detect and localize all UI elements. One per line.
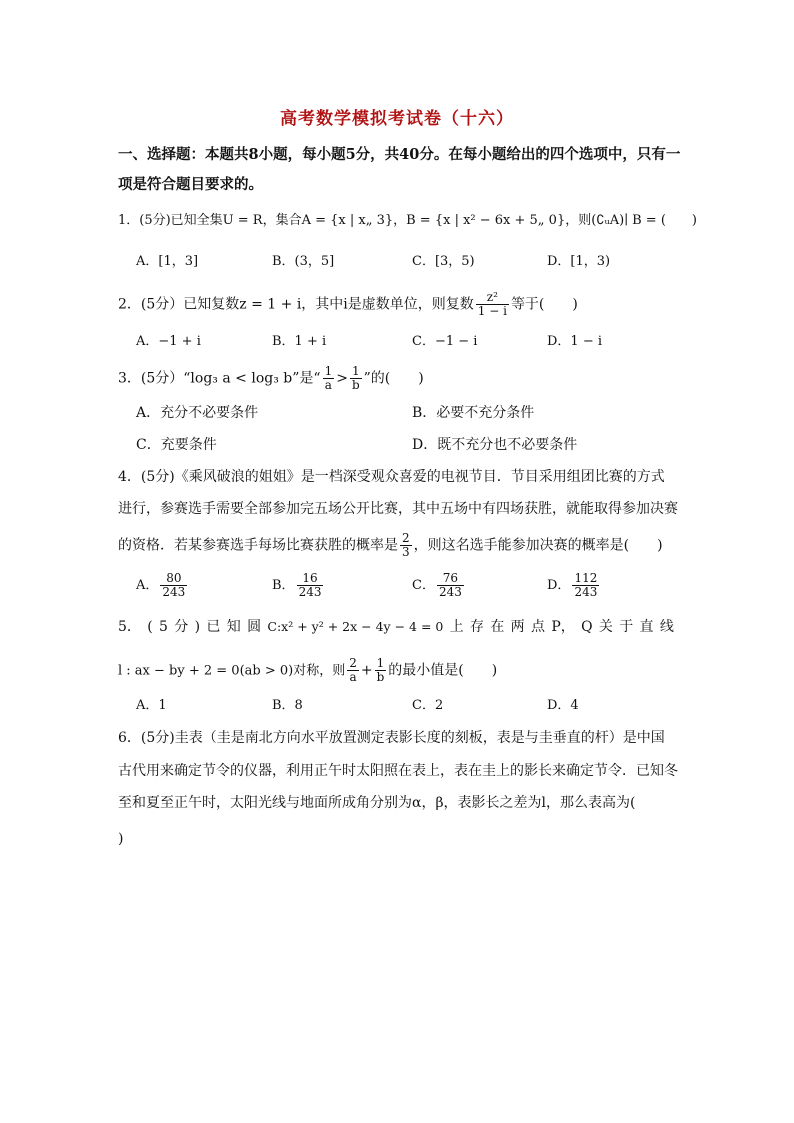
question-6-line1: 6．(5分)圭表（圭是南北方向水平放置测定表影长度的刻板，表是与圭垂直的杆）是中国 [118,730,665,746]
q4-fraction [400,532,412,559]
q5-plus-sign: + [360,662,373,679]
q5-option-b: B．8 [272,698,303,713]
q2-frac-den: 1 − i [477,304,507,318]
q4-option-b [272,572,325,599]
q4-frac-num: 2 [402,531,410,545]
q4-option-c-num: 76 [437,572,464,586]
question-5-line2 [118,657,497,684]
q3-frac1-num: 1 [324,364,333,378]
q5-token: 5． [118,619,141,635]
q5-token: ) [194,619,201,635]
q5-token: 线 [659,619,674,635]
q1-option-c: C．[3，5) [412,254,475,269]
q5-option-a: A．1 [136,698,167,713]
q2-frac-num: z² [476,291,509,305]
q2-option-c: C．−1 − i [412,334,478,349]
q5-frac2-num: 1 [375,657,387,671]
q3-frac2-den: b [351,378,360,392]
q5-fraction-1 [347,657,359,684]
q4-option-c-label: C． [412,578,435,593]
q4-option-b-frac [297,572,324,599]
q4-option-b-label: B． [272,578,295,593]
q3-option-d: D．既不充分也不必要条件 [412,437,578,453]
q5-frac2-den: b [376,670,385,684]
q4-line3-a: 的资格．若某参赛选手每场比赛获胜的概率是 [118,537,398,554]
q2-fraction [476,291,509,318]
q5-circle-equation: C:x² + y² + 2x − 4y − 4 = 0 [267,619,444,634]
question-5-line1 [118,617,674,637]
q2-option-a: A．−1 + i [136,334,201,349]
q5-token: 分 [174,619,189,635]
q5-option-d: D．4 [547,698,579,713]
q5-token: 点 [530,619,545,635]
q3-option-c: C．充要条件 [136,437,217,453]
q3-gt-sign: > [336,370,348,387]
q4-option-a-den: 243 [162,585,186,599]
q2-text-b: 等于( ) [510,296,578,313]
q3-text-b: ”的( ) [363,370,424,387]
q3-fraction-1 [323,365,335,392]
q4-option-b-num: 16 [297,572,324,586]
q3-fraction-2 [350,365,362,392]
q4-frac-den: 3 [402,545,410,559]
q4-option-a-frac [160,572,187,599]
section-heading-line2: 项是符合题目要求的。 [118,176,263,193]
question-2-text [118,291,578,318]
question-4-line2: 进行，参赛选手需要全部参加完五场公开比赛，其中五场中有四场获胜，就能取得参加决赛 [118,501,678,517]
q5-token: 两 [510,619,525,635]
question-4-line1: 4．(5分)《乘风破浪的姐姐》是一档深受观众喜爱的电视节目．节目采用组团比赛的方式 [118,469,665,485]
question-3-text [118,365,424,392]
q5-token: Q [581,619,593,635]
q5-token: 在 [490,619,505,635]
q4-option-d-label: D． [547,578,571,593]
q5-frac1-num: 2 [349,656,357,670]
q3-option-a: A．充分不必要条件 [136,405,259,421]
q4-option-c [412,572,466,599]
q4-option-b-den: 243 [298,585,322,599]
q5-option-c: C．2 [412,698,444,713]
q4-option-c-den: 243 [438,585,462,599]
q4-option-d-den: 243 [574,585,598,599]
q1-option-b: B．(3，5] [272,254,335,269]
q5-token: 直 [639,619,654,635]
q4-option-d-num: 112 [574,571,598,585]
question-1-text: 1．(5分)已知全集U = R，集合A = {x | x„ 3}，B = {x | x² − 6x + 5„ 0}，则(∁ᵤA)∣ B = ( ) [118,213,697,228]
question-6-line2: 古代用来确定节令的仪器，利用正午时太阳照在表上，表在圭上的影长来确定节令．已知冬 [118,763,678,779]
q4-option-a [136,572,189,599]
q5-token: 已 [206,619,221,635]
q5-fraction-2 [375,657,387,684]
q3-option-b: B．必要不充分条件 [412,405,535,421]
q5-line2-b: 的最小值是( ) [388,662,498,679]
q1-option-a: A．[1，3] [136,254,199,269]
q3-frac2-num: 1 [350,365,362,379]
q5-line2-a: l : ax − by + 2 = 0(ab > 0)对称，则 [118,663,346,679]
q3-frac1-den: a [324,378,332,392]
q5-token: P， [551,619,575,635]
q4-option-d-frac [572,572,599,599]
q4-option-a-num: 80 [160,572,187,586]
q4-line3-b: ，则这名选手能参加决赛的概率是( ) [413,537,663,554]
q5-token: ( [147,619,153,635]
q5-frac1-den: a [349,670,357,684]
q1-option-d: D．[1，3) [547,254,611,269]
q5-token: 关 [598,619,613,635]
q2-option-b: B．1 + i [272,334,327,349]
q4-option-d [547,572,601,599]
q5-token: 上 [449,619,464,635]
q4-option-a-label: A． [136,578,159,593]
q5-token: 5 [159,619,168,635]
q3-text-a: 3．(5分）“log₃ a < log₃ b”是“ [118,370,321,387]
question-6-line3: 至和夏至正午时，太阳光线与地面所成角分别为α，β，表影长之差为l，那么表高为( [118,795,636,811]
section-heading-line1: 一、选择题：本题共8小题，每小题5分，共40分。在每小题给出的四个选项中，只有一 [118,146,681,163]
q5-token: 知 [226,619,241,635]
q5-token: 圆 [247,619,262,635]
exam-title: 高考数学模拟考试卷（十六） [280,109,514,129]
q5-token: 存 [470,619,484,635]
q2-option-d: D．1 − i [547,334,603,349]
question-6-line4: ) [118,831,124,847]
q4-option-c-frac [437,572,464,599]
q5-token: 于 [619,619,634,635]
q2-text-a: 2．(5分）已知复数z = 1 + i，其中i是虚数单位，则复数 [118,296,474,313]
question-4-line3 [118,532,663,559]
